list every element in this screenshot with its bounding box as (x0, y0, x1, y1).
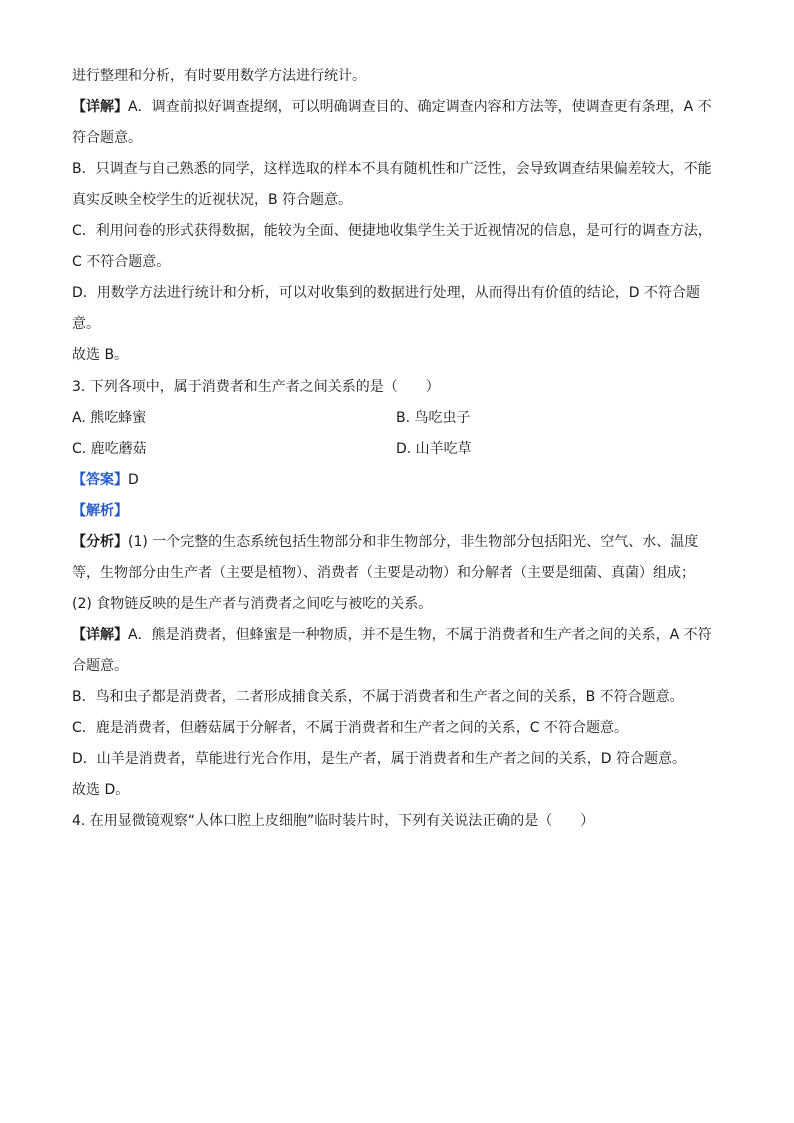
text-line: 真实反映全校学生的近视状况，B 符合题意。 (72, 192, 353, 208)
text-line: 故选 B。 (72, 347, 129, 363)
question-3-stem: 3. 下列各项中，属于消费者和生产者之间关系的是（ ） (72, 379, 440, 395)
question-4-stem: 4. 在用显微镜观察“人体口腔上皮细胞”临时装片时，下列有关说法正确的是（ ） (72, 813, 595, 829)
text-line: 合题意。 (72, 658, 128, 674)
text-line: D．山羊是消费者，草能进行光合作用，是生产者，属于消费者和生产者之间的关系，D 符合题意。 (72, 751, 687, 767)
analysis-heading: 【解析】 (72, 503, 128, 519)
text-line: C．鹿是消费者，但蘑菇属于分解者，不属于消费者和生产者之间的关系，C 不符合题意。 (72, 720, 628, 736)
text-line: 等，生物部分由生产者（主要是植物）、消费者（主要是动物）和分解者（主要是细菌、真菌）组成； (72, 565, 695, 581)
text-line: C 不符合题意。 (72, 254, 171, 270)
text-line: C．利用问卷的形式获得数据，能较为全面、便捷地收集学生关于近视情况的信息，是可行的调查方法， (72, 223, 712, 239)
text-line: 进行整理和分析，有时要用数学方法进行统计。 (72, 68, 366, 84)
text-line: 故选 D。 (72, 782, 130, 798)
question-3-option-a: A. 熊吃蜂蜜 (72, 410, 147, 426)
detail-tag: 【详解】 (72, 627, 128, 643)
question-3-option-d: D. 山羊吃草 (396, 441, 472, 457)
text-line: (2) 食物链反映的是生产者与消费者之间吃与被吃的关系。 (72, 596, 433, 612)
analysis-tag: 【分析】 (72, 534, 128, 550)
question-3-option-c: C. 鹿吃蘑菇 (72, 441, 147, 457)
question-3-option-b: B. 鸟吃虫子 (396, 410, 471, 426)
text-line: 【分析】(1) 一个完整的生态系统包括生物部分和非生物部分，非生物部分包括阳光、空气、水、温度 (72, 534, 699, 550)
answer-tag: 【答案】 (72, 472, 128, 488)
detail-tag: 【详解】 (72, 99, 128, 115)
text-line: 【详解】A．熊是消费者，但蜂蜜是一种物质，并不是生物，不属于消费者和生产者之间的关系，A 不符 (72, 627, 712, 643)
text-line: D．用数学方法进行统计和分析，可以对收集到的数据进行处理，从而得出有价值的结论，D 不符合题 (72, 285, 701, 301)
text-line: B．只调查与自己熟悉的同学，这样选取的样本不具有随机性和广泛性，会导致调查结果偏差较大，不能 (72, 161, 712, 177)
answer-line (72, 470, 139, 490)
text-line: 意。 (72, 316, 100, 332)
answer-value: D (128, 472, 139, 488)
text-line: 符合题意。 (72, 130, 142, 146)
text-line: 【详解】A．调查前拟好调查提纲，可以明确调查目的、确定调查内容和方法等，使调查更有条理，A 不 (72, 99, 712, 115)
text-line: B．鸟和虫子都是消费者，二者形成捕食关系，不属于消费者和生产者之间的关系，B 不符合题意。 (72, 689, 684, 705)
